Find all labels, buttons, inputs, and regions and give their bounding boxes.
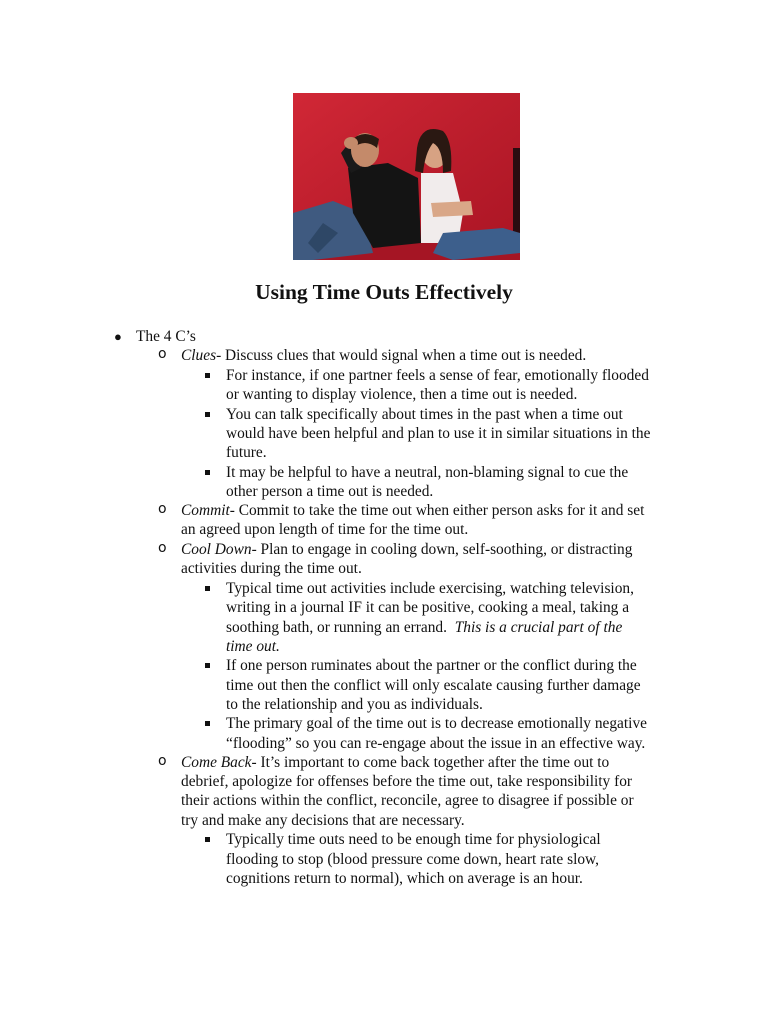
cool-sub1-emphasis-end: time out. <box>226 638 280 655</box>
item-commit <box>181 501 644 521</box>
cool-sub1-line2: writing in a journal IF it can be positive, cooking a meal, taking a <box>226 599 630 616</box>
come-back-sub-line1: Typically time outs need to be enough time for physiological <box>226 831 601 848</box>
square-bullet-icon <box>205 586 210 591</box>
clues-sub3-line1: It may be helpful to have a neutral, non-blaming signal to cue the <box>226 464 629 481</box>
cool-sub1-emphasis: This is a crucial part of the <box>454 619 623 636</box>
commit-desc: - Commit to take the time out when either person asks for it and set <box>229 502 645 519</box>
term-clues: Clues <box>181 347 217 364</box>
term-come-back: Come Back <box>181 754 252 771</box>
come-back-desc: - It’s important to come back together after the time out to <box>251 754 610 771</box>
term-cool-down: Cool Down <box>181 541 252 558</box>
come-back-sub-line2: flooding to stop (blood pressure come down, heart rate slow, <box>226 851 599 868</box>
cool-sub2-line1: If one person ruminates about the partner or the conflict during the <box>226 657 637 674</box>
cool-down-desc2: activities during the time out. <box>181 560 362 577</box>
couple-photo <box>293 93 520 260</box>
page-title: Using Time Outs Effectively <box>255 280 513 304</box>
cool-sub2-line2: time out then the conflict will only escalate causing further damage <box>226 677 641 694</box>
clues-sub1-line2: or wanting to display violence, then a time out is needed. <box>226 386 578 403</box>
term-commit: Commit <box>181 502 230 519</box>
cool-sub1-line3 <box>226 618 622 638</box>
item-come-back <box>181 753 609 773</box>
clues-sub2-line2: would have been helpful and plan to use it in similar situations in the <box>226 425 651 442</box>
cool-sub1-line3-text: soothing bath, or running an errand. <box>226 619 447 636</box>
cool-sub1-line4 <box>226 637 280 657</box>
item-cool-down <box>181 540 632 560</box>
circle-bullet-icon: o <box>158 501 167 517</box>
come-back-line3: try and make any decisions that are necessary. <box>181 812 465 829</box>
square-bullet-icon <box>205 837 210 842</box>
circle-bullet-icon: o <box>158 540 167 556</box>
come-back-line2: their actions within the conflict, reconcile, agree to disagree if possible or <box>181 792 634 809</box>
list-header: The 4 C’s <box>136 328 196 345</box>
clues-sub3-line2: other person a time out is needed. <box>226 483 434 500</box>
clues-sub2-line3: future. <box>226 444 267 461</box>
square-bullet-icon <box>205 412 210 417</box>
bullet-dot-icon: ● <box>114 329 122 344</box>
square-bullet-icon <box>205 470 210 475</box>
square-bullet-icon <box>205 663 210 668</box>
circle-bullet-icon: o <box>158 753 167 769</box>
cool-sub2-line3: to the relationship and you as individuals. <box>226 696 483 713</box>
clues-desc: - Discuss clues that would signal when a time out is needed. <box>216 347 587 364</box>
square-bullet-icon <box>205 373 210 378</box>
cool-sub3-line1: The primary goal of the time out is to decrease emotionally negative <box>226 715 647 732</box>
clues-sub2-line1: You can talk specifically about times in the past when a time out <box>226 406 623 423</box>
square-bullet-icon <box>205 721 210 726</box>
come-back-line1: debrief, apologize for offenses before the time out, take responsibility for <box>181 773 633 790</box>
commit-desc2: an agreed upon length of time for the time out. <box>181 521 469 538</box>
circle-bullet-icon: o <box>158 346 167 362</box>
item-clues <box>181 346 586 366</box>
cool-sub1-line1: Typical time out activities include exercising, watching television, <box>226 580 634 597</box>
come-back-sub-line3: cognitions return to normal), which on average is an hour. <box>226 870 583 887</box>
cool-down-desc: - Plan to engage in cooling down, self-soothing, or distracting <box>251 541 633 558</box>
cool-sub3-line2: “flooding” so you can re-engage about the issue in an effective way. <box>226 735 646 752</box>
clues-sub1-line1: For instance, if one partner feels a sense of fear, emotionally flooded <box>226 367 649 384</box>
